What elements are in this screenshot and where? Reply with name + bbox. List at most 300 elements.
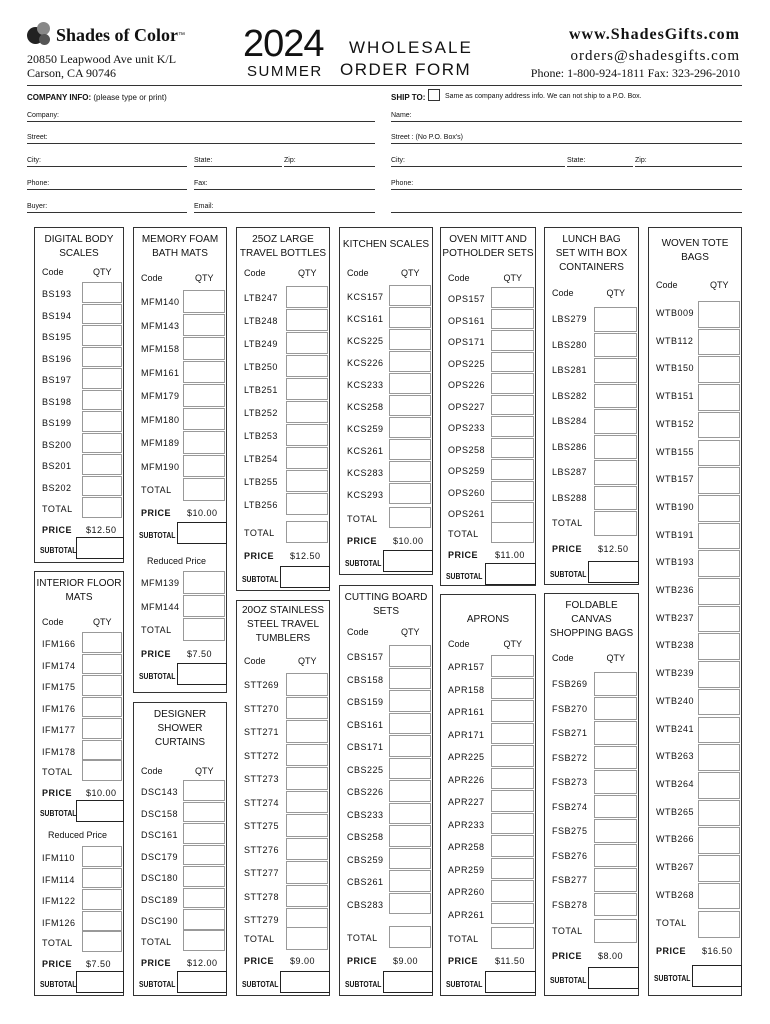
subtotal-label: SUBTOTAL [654,974,691,983]
qty-input[interactable] [389,758,431,780]
qty-input[interactable] [286,424,328,446]
product-code: KCS293 [347,490,384,500]
qty-input[interactable] [389,307,431,328]
qty-input[interactable] [183,384,225,407]
total-qty-box[interactable] [491,927,534,949]
product-code: APR171 [448,729,485,740]
logo-circles-icon [27,22,53,48]
qty-input[interactable] [389,780,431,802]
price-label: PRICE [552,544,583,554]
price-label: PRICE [141,958,172,968]
qty-input[interactable] [491,459,534,480]
qty-input[interactable] [594,672,637,696]
qty-input[interactable] [491,790,534,812]
subtotal-input[interactable] [588,561,639,583]
product-code: OPS258 [448,444,486,455]
qty-input[interactable] [594,333,637,358]
qty-input[interactable] [389,825,431,847]
qty-input[interactable] [183,823,225,844]
product-code: LTB253 [244,431,278,441]
qty-input[interactable] [183,595,225,618]
qty-input[interactable] [594,746,637,770]
subtotal-input[interactable] [588,967,639,989]
company-phone-field[interactable] [27,189,187,190]
qty-input[interactable] [389,373,431,394]
qty-input[interactable] [286,286,328,308]
company-field[interactable] [27,121,375,122]
address-line-1: 20850 Leapwood Ave unit K/L [27,52,177,66]
qty-input[interactable] [698,689,740,716]
product-code: OPS259 [448,466,486,476]
company-street-field[interactable] [27,143,375,144]
company-buyer-field[interactable] [27,212,187,213]
qty-input[interactable] [491,309,534,330]
reduced-subtotal-input[interactable] [177,663,227,685]
qty-input[interactable] [286,814,328,837]
qty-input[interactable] [698,467,740,494]
qty-input[interactable] [82,433,122,454]
product-code: WTB238 [656,640,695,651]
kitchen-scales-title-line: KITCHEN SCALES [342,239,430,250]
product-code: WTB112 [656,335,694,346]
qty-input[interactable] [698,772,740,799]
qty-input[interactable] [594,384,637,409]
oven-mitt-potholder-sets-section [440,227,536,586]
code-column-header: Code [141,766,163,776]
product-code: CBS161 [347,719,384,730]
reduced-subtotal-label: SUBTOTAL [40,980,77,989]
subtotal-input[interactable] [485,563,536,585]
qty-input[interactable] [594,460,637,485]
qty-input[interactable] [491,502,534,523]
qty-input[interactable] [491,700,534,722]
price-value: $9.00 [290,956,316,966]
lunch-bag-sets-title-line: LUNCH BAG [562,234,621,245]
total-qty-box[interactable] [491,522,534,543]
qty-input[interactable] [183,866,225,887]
product-code: APR261 [448,909,485,920]
price-value: $9.00 [393,956,419,966]
product-code: WTB263 [656,751,695,762]
code-column-header: Code [347,268,369,278]
qty-input[interactable] [183,314,225,337]
ship-city-field[interactable] [391,166,565,167]
product-code: CBS158 [347,674,384,685]
qty-input[interactable] [389,690,431,712]
product-code: LTB254 [244,454,278,464]
qty-input[interactable] [698,495,740,522]
qty-input[interactable] [698,523,740,550]
company-fax-label: Fax: [194,180,208,187]
qty-input[interactable] [286,355,328,377]
qty-input[interactable] [82,718,122,739]
product-code: WTB152 [656,418,695,429]
qty-input[interactable] [286,673,328,696]
qty-input[interactable] [594,721,637,745]
qty-input[interactable] [389,668,431,690]
ship-city-label: City: [391,157,405,164]
qty-input[interactable] [183,431,225,454]
qty-input[interactable] [389,848,431,870]
reduced-total-label: TOTAL [141,625,172,635]
qty-input[interactable] [286,493,328,515]
qty-input[interactable] [594,697,637,721]
qty-input[interactable] [698,744,740,771]
kitchen-scales-section [339,227,433,575]
qty-input[interactable] [286,791,328,814]
total-qty-box[interactable] [183,930,225,951]
ship-to-heading: SHIP TO: [391,93,426,102]
qty-input[interactable] [82,632,122,653]
qty-input[interactable] [491,723,534,745]
total-qty-box[interactable] [286,927,328,950]
company-city-field[interactable] [27,166,187,167]
subtotal-label: SUBTOTAL [446,572,483,581]
qty-input[interactable] [491,858,534,880]
ship-street-field[interactable] [391,143,742,144]
qty-input[interactable] [594,868,637,892]
qty-input[interactable] [491,352,534,373]
total-label: TOTAL [448,529,479,539]
qty-input[interactable] [491,835,534,857]
subtotal-label: SUBTOTAL [446,980,483,989]
company-email-field[interactable] [194,212,375,213]
digital-body-scales-title-line: SCALES [59,248,99,259]
interior-floor-mats-title-line: INTERIOR FLOOR [36,578,122,589]
total-qty-box[interactable] [82,497,122,518]
total-label: TOTAL [141,937,172,947]
qty-input[interactable] [286,838,328,861]
qty-input[interactable] [698,301,740,328]
reduced-total-qty-box[interactable] [183,618,225,641]
company-label: Company: [27,112,59,119]
qty-input[interactable] [594,358,637,383]
qty-input[interactable] [286,767,328,790]
qty-input[interactable] [698,578,740,605]
foldable-canvas-shopping-bags-section [544,593,639,996]
company-street-label: Street: [27,134,48,141]
qty-input[interactable] [698,384,740,411]
foldable-canvas-shopping-bags-title-line: CANVAS [571,614,612,625]
company-state-field[interactable] [194,166,282,167]
qty-input[interactable] [491,903,534,925]
qty-input[interactable] [698,883,740,910]
company-zip-field[interactable] [284,166,375,167]
qty-column-header: QTY [401,268,420,278]
product-code: LTB249 [244,339,278,349]
digital-body-scales-section [34,227,124,563]
qty-input[interactable] [698,855,740,882]
reduced-price-value: $7.50 [86,959,112,969]
subtotal-input[interactable] [280,971,330,993]
qty-input[interactable] [82,697,122,718]
qty-input[interactable] [286,309,328,331]
subtotal-input[interactable] [383,550,433,572]
price-value: $8.00 [598,951,624,961]
product-code: IFM174 [42,660,76,671]
product-code: OPS226 [448,380,486,390]
qty-input[interactable] [286,885,328,908]
price-value: $12.50 [290,551,321,561]
subtotal-label: SUBTOTAL [242,980,279,989]
ship-state-field[interactable] [567,166,633,167]
product-code: OPS171 [448,337,486,347]
qty-input[interactable] [82,740,122,761]
product-code: OPS161 [448,315,486,326]
qty-input[interactable] [82,675,122,696]
qty-input[interactable] [389,285,431,306]
qty-input[interactable] [286,861,328,884]
price-label: PRICE [42,525,73,535]
qty-input[interactable] [82,390,122,411]
website[interactable]: www.ShadesGifts.com [568,26,740,43]
qty-input[interactable] [286,447,328,469]
qty-input[interactable] [82,868,122,889]
qty-input[interactable] [491,438,534,459]
product-code: BS200 [42,439,72,450]
qty-input[interactable] [491,880,534,902]
product-code: APR158 [448,684,485,695]
ship-street-label: Street : (No P.O. Box's) [391,134,464,141]
qty-input[interactable] [698,356,740,383]
ship-name-field[interactable] [391,121,742,122]
qty-input[interactable] [183,780,225,801]
qty-input[interactable] [286,720,328,743]
aprons-title-line: APRONS [466,614,510,625]
qty-input[interactable] [82,347,122,368]
cutting-board-sets-title-line: CUTTING BOARD [344,592,428,603]
qty-input[interactable] [389,870,431,892]
qty-input[interactable] [698,329,740,356]
product-code: KCS259 [347,424,384,434]
qty-input[interactable] [389,893,431,915]
qty-column-header: QTY [401,627,420,637]
qty-input[interactable] [698,440,740,467]
qty-input[interactable] [491,416,534,437]
total-qty-box[interactable] [389,926,431,948]
qty-input[interactable] [491,373,534,394]
qty-input[interactable] [183,361,225,384]
qty-input[interactable] [491,768,534,790]
qty-input[interactable] [82,654,122,675]
price-label: PRICE [448,550,479,560]
subtotal-input[interactable] [177,522,227,544]
subtotal-input[interactable] [280,566,330,588]
product-code: WTB239 [656,668,695,679]
qty-input[interactable] [286,332,328,354]
qty-input[interactable] [594,307,637,332]
form-title-2: ORDER FORM [340,60,472,79]
product-code: KCS161 [347,314,384,324]
form-title-1: WHOLESALE [349,38,473,57]
qty-input[interactable] [491,813,534,835]
qty-input[interactable] [491,678,534,700]
total-qty-box[interactable] [594,919,637,943]
qty-input[interactable] [389,735,431,757]
qty-input[interactable] [698,606,740,633]
total-label: TOTAL [42,767,73,777]
product-code: APR225 [448,752,485,762]
product-code: KCS225 [347,336,384,346]
subtotal-input[interactable] [76,537,124,559]
qty-input[interactable] [286,401,328,423]
price-value: $10.00 [393,536,424,546]
contact-email[interactable]: orders@shadesgifts.com [570,48,740,64]
qty-input[interactable] [594,893,637,917]
qty-input[interactable] [183,909,225,930]
subtotal-input[interactable] [485,971,536,993]
qty-input[interactable] [82,476,122,497]
company-fax-field[interactable] [194,189,375,190]
qty-input[interactable] [389,803,431,825]
qty-column-header: QTY [503,273,523,283]
ship-phone-field[interactable] [391,189,742,190]
qty-input[interactable] [82,454,122,475]
ship-to-note: Same as company address info. We can not ship to a P.O. Box. [445,93,642,100]
qty-input[interactable] [594,795,637,819]
qty-input[interactable] [594,819,637,843]
phone-fax: Phone: 1-800-924-1811 Fax: 323-296-2010 [530,66,740,80]
interior-floor-mats-section [34,571,124,996]
product-code: APR258 [448,842,485,852]
product-code: STT272 [244,750,280,761]
qty-input[interactable] [183,571,225,594]
designer-shower-curtains-title-line: SHOWER [157,723,203,734]
qty-input[interactable] [491,287,534,308]
product-code: MFM139 [141,578,180,588]
qty-input[interactable] [594,486,637,511]
qty-input[interactable] [698,550,740,577]
subtotal-input[interactable] [692,965,742,987]
company-address [27,52,176,80]
qty-input[interactable] [389,417,431,438]
subtotal-input[interactable] [76,800,124,822]
qty-input[interactable] [183,845,225,866]
qty-input[interactable] [389,329,431,350]
total-label: TOTAL [42,504,73,514]
qty-input[interactable] [491,481,534,502]
qty-input[interactable] [286,470,328,492]
qty-input[interactable] [698,800,740,827]
total-qty-box[interactable] [183,478,225,501]
qty-input[interactable] [594,409,637,434]
ship-extra-line[interactable] [391,212,742,213]
qty-input[interactable] [286,697,328,720]
qty-input[interactable] [594,844,637,868]
product-code: CBS261 [347,877,384,887]
subtotal-input[interactable] [383,971,433,993]
total-qty-box[interactable] [698,911,740,938]
same-address-checkbox[interactable] [428,89,440,101]
qty-input[interactable] [82,846,122,867]
qty-input[interactable] [389,461,431,482]
total-label: TOTAL [244,934,275,944]
qty-input[interactable] [389,351,431,372]
subtotal-input[interactable] [177,971,227,993]
qty-input[interactable] [82,911,122,932]
qty-input[interactable] [491,745,534,767]
product-code: STT277 [244,868,280,878]
total-qty-box[interactable] [286,521,328,543]
subtotal-label: SUBTOTAL [242,575,279,584]
qty-input[interactable] [698,661,740,688]
ship-name-label: Name: [391,112,412,119]
code-column-header: Code [244,268,266,278]
qty-input[interactable] [183,408,225,431]
qty-input[interactable] [82,304,122,325]
product-code: LBS284 [552,416,588,426]
ship-zip-field[interactable] [635,166,742,167]
product-code: DSC158 [141,808,179,819]
qty-input[interactable] [594,770,637,794]
total-qty-box[interactable] [389,507,431,528]
qty-input[interactable] [82,282,122,303]
product-code: WTB268 [656,889,695,900]
qty-input[interactable] [82,411,122,432]
code-column-header: Code [244,656,266,666]
qty-input[interactable] [698,412,740,439]
qty-input[interactable] [389,713,431,735]
reduced-subtotal-label: SUBTOTAL [139,672,176,681]
qty-input[interactable] [389,483,431,504]
product-code: CBS171 [347,742,384,752]
product-code: DSC190 [141,916,179,926]
qty-input[interactable] [594,435,637,460]
product-code: FSB278 [552,899,588,910]
product-code: LBS286 [552,441,588,452]
qty-input[interactable] [183,337,225,360]
product-code: CBS159 [347,697,384,707]
reduced-total-qty-box[interactable] [82,931,122,952]
qty-input[interactable] [82,325,122,346]
subtotal-label: SUBTOTAL [345,980,382,989]
qty-input[interactable] [183,455,225,478]
price-value: $12.50 [86,525,117,535]
qty-column-header: QTY [298,268,317,278]
qty-input[interactable] [389,645,431,667]
qty-input[interactable] [389,439,431,460]
product-code: BS194 [42,310,72,321]
price-label: PRICE [552,951,583,961]
qty-input[interactable] [491,395,534,416]
qty-input[interactable] [82,368,122,389]
qty-input[interactable] [389,395,431,416]
qty-input[interactable] [286,744,328,767]
product-code: STT270 [244,703,280,714]
total-qty-box[interactable] [82,760,122,781]
qty-input[interactable] [183,802,225,823]
qty-input[interactable] [183,290,225,313]
qty-input[interactable] [491,655,534,677]
price-label: PRICE [656,946,687,956]
qty-column-header: QTY [93,267,112,277]
qty-input[interactable] [82,889,122,910]
qty-input[interactable] [286,378,328,400]
qty-input[interactable] [698,633,740,660]
stainless-steel-tumblers-section [236,600,330,996]
total-qty-box[interactable] [594,511,637,536]
qty-input[interactable] [491,330,534,351]
product-code: APR227 [448,797,485,807]
reduced-subtotal-input[interactable] [76,971,124,993]
lunch-bag-sets-title-line: SET WITH BOX [555,248,628,259]
qty-input[interactable] [183,888,225,909]
total-label: TOTAL [656,918,687,928]
product-code: WTB151 [656,391,695,402]
qty-input[interactable] [698,717,740,744]
subtotal-label: SUBTOTAL [139,531,176,540]
qty-input[interactable] [698,827,740,854]
